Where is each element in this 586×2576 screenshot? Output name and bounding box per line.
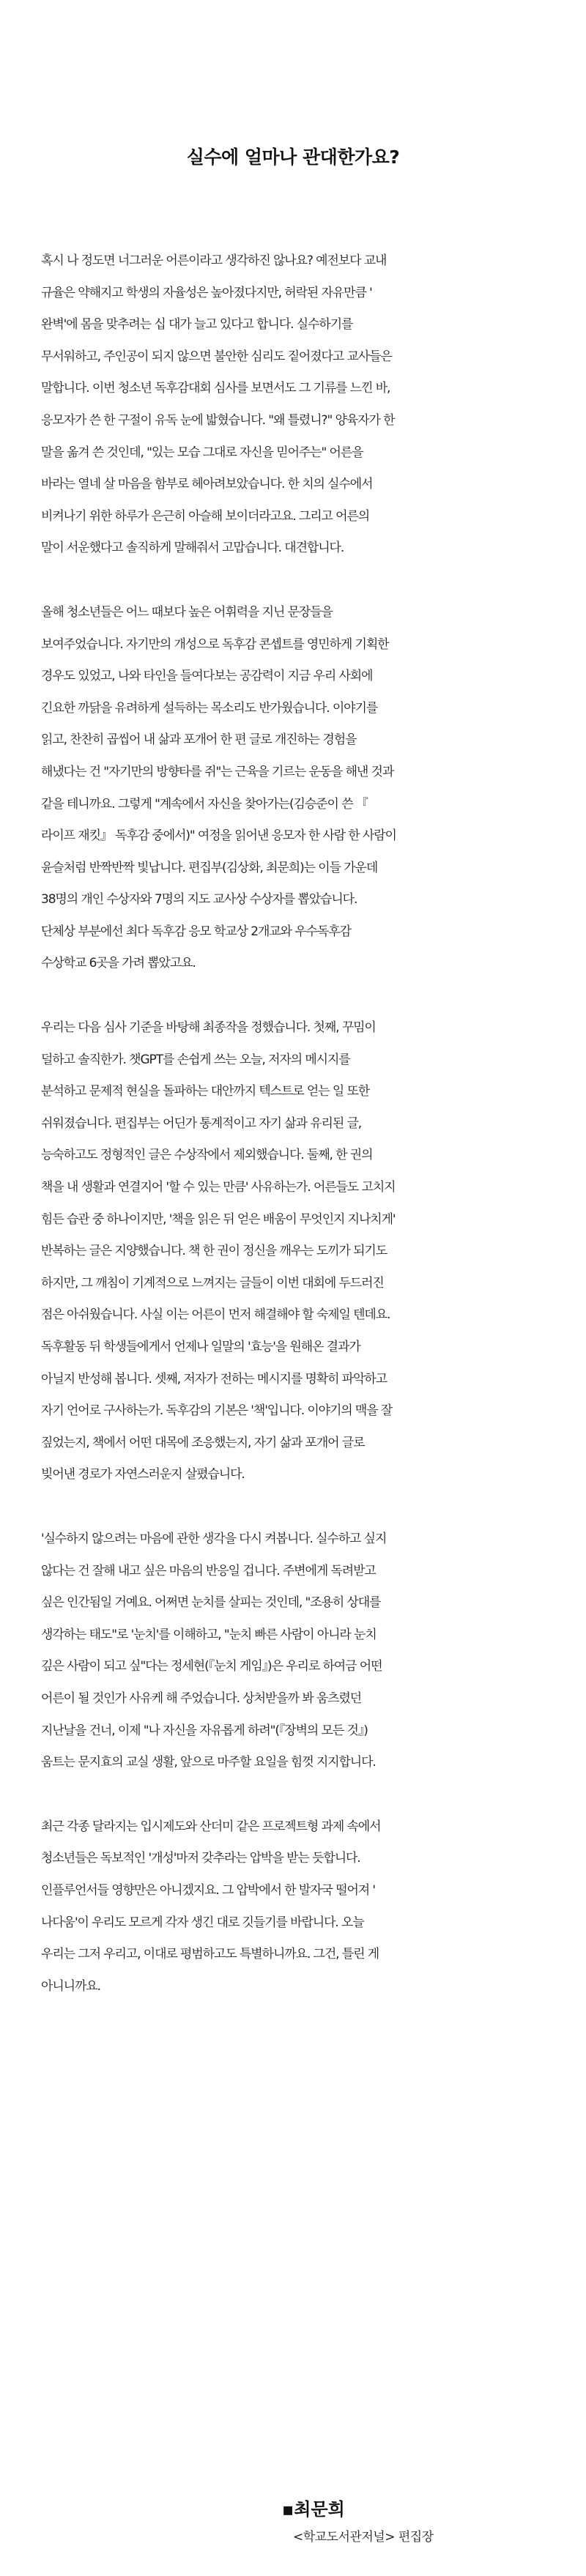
paragraph-line: 하지만, 그 깨침이 기계적으로 느껴지는 글들이 이번 대회에 두드러진	[41, 1275, 384, 1291]
paragraph-line: 점은 아쉬웠습니다. 사실 이는 어른이 먼저 해결해야 할 숙제일 텐데요.	[41, 1307, 390, 1323]
paragraph-line: 말이 서운했다고 솔직하게 말해줘서 고맙습니다. 대견합니다.	[41, 541, 344, 556]
paragraph-line: 반복하는 글은 지양했습니다. 책 한 권이 정신을 깨우는 도끼가 되기도	[41, 1244, 387, 1259]
paragraph-line: 올해 청소년들은 어느 때보다 높은 어휘력을 지닌 문장들을	[41, 604, 333, 620]
article-paragraph	[41, 597, 545, 980]
paragraph-line: 비켜나기 위한 하루가 은근히 아슬해 보이더라고요. 그리고 어른의	[41, 508, 370, 524]
paragraph-line: '실수하지 않으려는 마음에 관한 생각을 다시 켜봅니다. 실수하고 싶지	[41, 1531, 387, 1546]
paragraph-line: 덜하고 솔직한가. 챗GPT를 손쉽게 쓰는 오늘, 저자의 메시지를	[41, 1052, 350, 1067]
paragraph-line: 같을 테니까요. 그렇게 "계속에서 자신을 찾아가는(김승준이 쓴 『	[41, 796, 368, 812]
paragraph-line: 독후활동 뒤 학생들에게서 언제나 일말의 '효능'을 원해온 결과가	[41, 1340, 360, 1354]
paragraph-line: 깊은 사람이 되고 싶"다는 정세현(『눈치 게임』)은 우리로 하여금 어떤	[41, 1659, 382, 1674]
paragraph-line: 38명의 개인 수상자와 7명의 지도 교사상 수상자를 뽑았습니다.	[41, 892, 357, 907]
paragraph-line: 라이프 재킷』 독후감 중에서)" 여정을 읽어낸 응모자 한 사람 한 사람이	[41, 828, 396, 844]
paragraph-line: 힘든 습관 중 하나이지만, '책을 읽은 뒤 얻은 배움이 무엇인지 지나치게'	[41, 1211, 396, 1227]
article-paragraph	[41, 1012, 545, 1491]
paragraph-line: 바라는 열네 살 마음을 함부로 헤아려보았습니다. 한 치의 실수에서	[41, 477, 373, 492]
paragraph-line: 능숙하고도 정형적인 글은 수상작에서 제외했습니다. 둘째, 한 권의	[41, 1148, 373, 1163]
article-paragraph	[41, 1523, 545, 1779]
paragraph-line: 어른이 될 것인가 사유케 해 주었습니다. 상처받을까 봐 움츠렸던	[41, 1690, 362, 1706]
article-paragraph	[41, 1811, 545, 2003]
article-title: 실수에 얼마나 관대한가요?	[186, 146, 400, 168]
paragraph-line: 빚어낸 경로가 자연스러운지 살폈습니다.	[41, 1467, 245, 1482]
article-body	[41, 245, 545, 2035]
paragraph-line: 나다움'이 우리도 모르게 각자 생긴 대로 깃들기를 바랍니다. 오늘	[41, 1915, 364, 1930]
paragraph-line: 긴요한 까닭을 유려하게 설득하는 목소리도 반가웠습니다. 이야기를	[41, 700, 378, 716]
paragraph-line: 무서워하고, 주인공이 되지 않으면 불안한 심리도 짙어졌다고 교사들은	[41, 349, 392, 364]
paragraph-line: 청소년들은 독보적인 '개성'마저 갖추라는 압박을 받는 듯합니다.	[41, 1851, 360, 1866]
author-role: <학교도서관저널> 편집장	[293, 2530, 434, 2545]
paragraph-line: 아닐지 반성해 봅니다. 셋째, 저자가 전하는 메시지를 명확히 파악하고	[41, 1371, 387, 1387]
paragraph-line: 자기 언어로 구사하는가. 독후감의 기본은 '책'입니다. 이야기의 맥을 잘	[41, 1403, 393, 1419]
paragraph-line: 윤슬처럼 반짝반짝 빛납니다. 편집부(김상화, 최문희)는 이들 가운데	[41, 860, 378, 875]
paragraph-line: 우리는 다음 심사 기준을 바탕해 최종작을 정했습니다. 첫째, 꾸밈이	[41, 1020, 376, 1036]
paragraph-line: 완벽'에 몸을 맞추려는 십 대가 늘고 있다고 합니다. 실수하기를	[41, 317, 353, 333]
paragraph-line: 인플루언서들 영향만은 아니겠지요. 그 압박에서 한 발자국 떨어져 '	[41, 1882, 376, 1898]
paragraph-line: 혹시 나 정도면 너그러운 어른이라고 생각하진 않나요? 예전보다 교내	[41, 253, 387, 268]
paragraph-line: 쉬워졌습니다. 편집부는 어딘가 통계적이고 자기 삶과 유리된 글,	[41, 1116, 362, 1131]
paragraph-line: 최근 각종 달라지는 입시제도와 산더미 같은 프로젝트형 과제 속에서	[41, 1819, 381, 1834]
paragraph-line: 해냈다는 건 "자기만의 방향타를 쥐"는 근육을 기르는 운동을 해낸 것과	[41, 764, 394, 779]
paragraph-line: 생각하는 태도"로 '눈치'를 이해하고, "눈치 빠른 사람이 아니라 눈치	[41, 1627, 377, 1642]
paragraph-line: 않다는 건 잘해 내고 싶은 마음의 반응일 겁니다. 주변에게 독려받고	[41, 1563, 376, 1578]
paragraph-line: 움트는 문지효의 교실 생활, 앞으로 마주할 요일을 힘껏 지지합니다.	[41, 1755, 376, 1770]
paragraph-line: 말합니다. 이번 청소년 독후감대회 심사를 보면서도 그 기류를 느낀 바,	[41, 381, 390, 396]
paragraph-line: 지난날을 건너, 이제 "나 자신을 자유롭게 하려"(『장벽의 모든 것』)	[41, 1723, 368, 1738]
paragraph-line: 수상학교 6곳을 가려 뽑았고요.	[41, 956, 196, 971]
paragraph-line: 규율은 약해지고 학생의 자율성은 높아졌다지만, 허락된 자유만큼 '	[41, 285, 372, 300]
paragraph-line: 응모자가 쓴 한 구절이 유독 눈에 밟혔습니다. "왜 틀렸니?" 양육자가 한	[41, 412, 395, 428]
author-name: ▪최문희	[282, 2499, 345, 2520]
paragraph-line: 읽고, 찬찬히 곱씹어 내 삶과 포개어 한 편 글로 개진하는 경험을	[41, 732, 357, 748]
paragraph-line: 책을 내 생활과 연결지어 '할 수 있는 만큼' 사유하는가. 어른들도 고치지	[41, 1180, 396, 1195]
paragraph-line: 짚었는지, 책에서 어떤 대목에 조응했는지, 자기 삶과 포개어 글로	[41, 1435, 365, 1450]
paragraph-line: 아니니까요.	[41, 1978, 100, 1994]
paragraph-line: 우리는 그저 우리고, 이대로 평범하고도 특별하니까요. 그건, 틀린 게	[41, 1947, 379, 1962]
paragraph-line: 단체상 부분에선 최다 독후감 응모 학교상 2개교와 우수독후감	[41, 924, 351, 939]
paragraph-line: 분석하고 문제적 현실을 돌파하는 대안까지 텍스트로 얻는 일 또한	[41, 1084, 370, 1099]
paragraph-line: 경우도 있었고, 나와 타인을 들여다보는 공감력이 지금 우리 사회에	[41, 669, 373, 684]
paragraph-line: 보여주었습니다. 자기만의 개성으로 독후감 콘셉트를 영민하게 기획한	[41, 636, 389, 652]
paragraph-line: 말을 옮겨 쓴 것인데, "있는 모습 그대로 자신을 믿어주는" 어른을	[41, 445, 363, 460]
paragraph-line: 싶은 인간됨일 거예요. 어쩌면 눈치를 살피는 것인데, "조용히 상대를	[41, 1595, 381, 1611]
article-paragraph	[41, 245, 545, 565]
